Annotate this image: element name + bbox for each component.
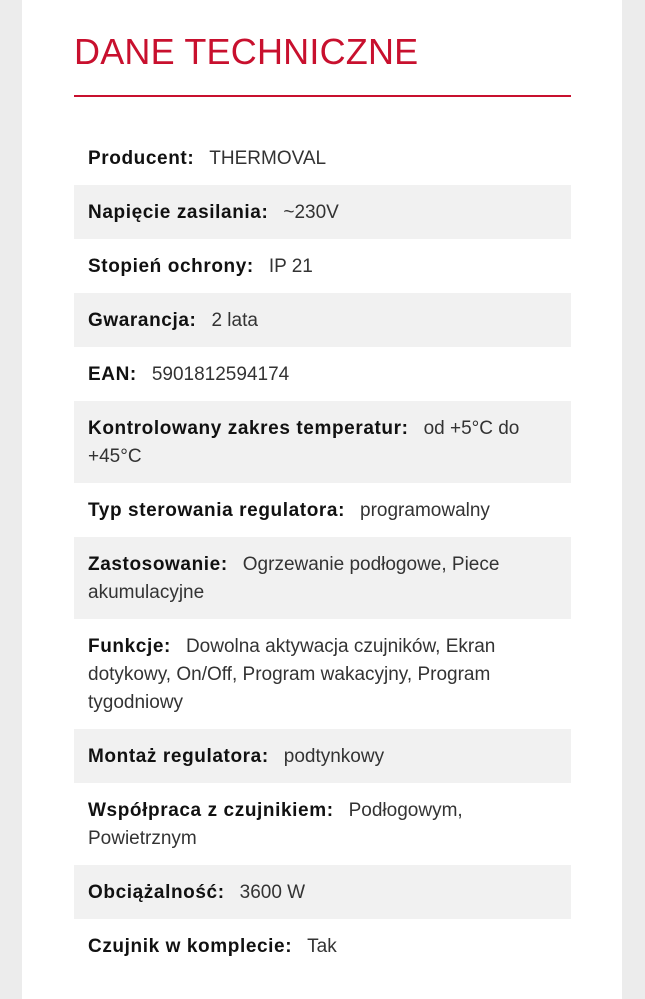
- spec-label: Czujnik w komplecie:: [88, 936, 293, 957]
- spec-value: IP 21: [268, 256, 313, 277]
- spec-row-ean: [74, 347, 571, 401]
- spec-value: Ogrzewanie podłogowe, Piece akumulacyjne: [88, 554, 500, 603]
- spec-value: programowalny: [360, 500, 490, 521]
- spec-row-gwarancja: [74, 293, 571, 347]
- product-specs-panel: [22, 0, 622, 999]
- spec-label: Stopień ochrony:: [88, 256, 254, 277]
- spec-row-obciazalnosc: [74, 865, 571, 919]
- spec-value: 3600 W: [239, 882, 306, 903]
- spec-label: Montaż regulatora:: [88, 746, 269, 767]
- spec-row-stopien-ochrony: [74, 239, 571, 293]
- spec-label: Funkcje:: [88, 636, 171, 657]
- spec-label: Zastosowanie:: [88, 554, 228, 575]
- spec-list: [74, 131, 571, 973]
- spec-row-montaz: [74, 729, 571, 783]
- spec-value: Podłogowym, Powietrznym: [88, 800, 463, 849]
- spec-row-zakres-temperatur: [74, 401, 571, 483]
- spec-label: Typ sterowania regulatora:: [88, 500, 346, 521]
- spec-label: Napięcie zasilania:: [88, 202, 269, 223]
- spec-label: Gwarancja:: [88, 310, 197, 331]
- spec-row-czujnik-w-komplecie: [74, 919, 571, 973]
- title-divider: [74, 95, 571, 97]
- spec-value: ~230V: [283, 202, 339, 223]
- spec-value: Tak: [307, 936, 337, 957]
- spec-value: Dowolna aktywacja czujników, Ekran dotykowy, On/Off, Program wakacyjny, Program tygodniowy: [88, 636, 496, 713]
- spec-row-producent: [74, 131, 571, 185]
- spec-label: Kontrolowany zakres temperatur:: [88, 418, 409, 439]
- spec-row-typ-sterowania: [74, 483, 571, 537]
- spec-label: Producent:: [88, 148, 195, 169]
- spec-label: Obciążalność:: [88, 882, 225, 903]
- spec-row-wspolpraca: [74, 783, 571, 865]
- spec-value: THERMOVAL: [209, 148, 327, 169]
- spec-row-napiecie: [74, 185, 571, 239]
- spec-value: 2 lata: [211, 310, 258, 331]
- spec-value: podtynkowy: [283, 746, 385, 767]
- spec-value: od +5°C do +45°C: [88, 418, 520, 467]
- spec-value: 5901812594174: [151, 364, 290, 385]
- spec-label: EAN:: [88, 364, 137, 385]
- section-title: DANE TECHNICZNE: [74, 31, 419, 72]
- spec-row-funkcje: [74, 619, 571, 729]
- spec-label: Współpraca z czujnikiem:: [88, 800, 334, 821]
- spec-row-zastosowanie: [74, 537, 571, 619]
